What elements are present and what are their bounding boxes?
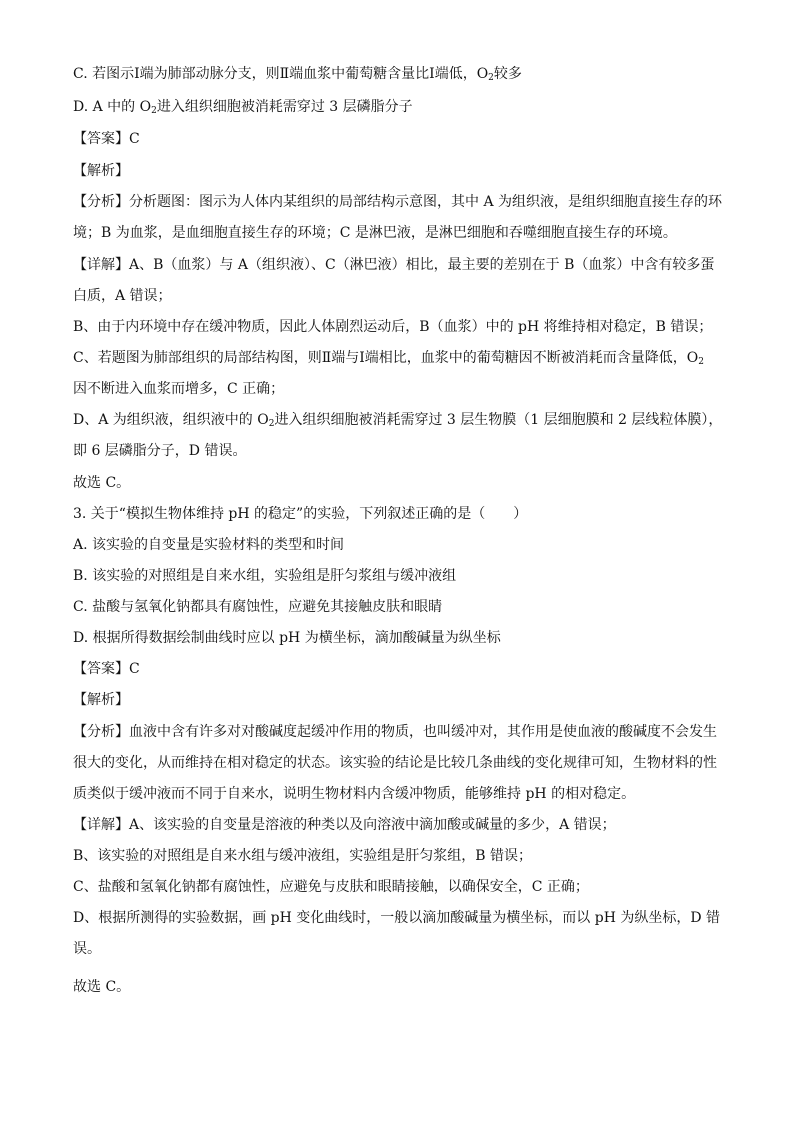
- analysis-text-line: 【分析】血液中含有许多对对酸碱度起缓冲作用的物质，也叫缓冲对，其作用是使血液的酸碱度不会发生: [73, 724, 717, 740]
- analysis-label: 【解析】: [73, 163, 129, 179]
- detail-text-line: C、若题图为肺部组织的局部结构图，则Ⅱ端与Ⅰ端相比，血浆中的葡萄糖因不断被消耗而含量降低，$O_2$: [73, 350, 704, 367]
- detail-text-line: 即 6 层磷脂分子，D 错误。: [73, 443, 247, 459]
- conclusion-line: 故选 C。: [73, 979, 131, 995]
- detail-text-line: 因不断进入血浆而增多，C 正确；: [73, 381, 285, 397]
- analysis-text-line: 质类似于缓冲液而不同于自来水，说明生物材料内含缓冲物质，能够维持 pH 的相对稳定。: [73, 786, 636, 802]
- analysis-text-line: 境；B 为血浆，是血细胞直接生存的环境；C 是淋巴液，是淋巴细胞和吞噬细胞直接生存的环境。: [73, 225, 677, 241]
- question-3-option-c: C. 盐酸与氢氧化钠都具有腐蚀性，应避免其接触皮肤和眼睛: [73, 599, 443, 615]
- detail-text-line: 【详解】A、该实验的自变量是溶液的种类以及向溶液中滴加酸或碱量的多少，A 错误；: [73, 817, 616, 833]
- question-3-option-d: D. 根据所得数据绘制曲线时应以 pH 为横坐标，滴加酸碱量为纵坐标: [73, 630, 501, 646]
- question-3-option-b: B. 该实验的对照组是自来水组，实验组是肝匀浆组与缓冲液组: [73, 568, 457, 584]
- analysis-label: 【解析】: [73, 692, 129, 708]
- detail-text-line: B、该实验的对照组是自来水组与缓冲液组，实验组是肝匀浆组，B 错误；: [73, 848, 533, 864]
- answer-label: 【答案】C: [73, 131, 140, 147]
- detail-text-line: B、由于内环境中存在缓冲物质，因此人体剧烈运动后，B（血浆）中的 pH 将维持相对稳定，B 错误；: [73, 319, 713, 335]
- conclusion-line: 故选 C。: [73, 475, 131, 491]
- detail-text-line: D、A 为组织液，组织液中的 $O_2$进入组织细胞被消耗需穿过 3 层生物膜（1 层细胞膜和 2 层线粒体膜），: [73, 412, 723, 429]
- detail-text-line: 【详解】A、B（血浆）与 A（组织液）、C（淋巴液）相比，最主要的差别在于 B（血浆）中含有较多蛋: [73, 257, 715, 273]
- option-c-line: C. 若图示Ⅰ端为肺部动脉分支，则Ⅱ端血浆中葡萄糖含量比Ⅰ端低，$O_2$较多: [73, 66, 522, 83]
- detail-text-line: 白质，A 错误；: [73, 288, 172, 304]
- analysis-text-line: 【分析】分析题图：图示为人体内某组织的局部结构示意图，其中 A 为组织液，是组织细胞直接生存的环: [73, 194, 723, 210]
- option-d-line: D. A 中的 $O_2$进入组织细胞被消耗需穿过 3 层磷脂分子: [73, 99, 413, 116]
- question-3-stem: 3. 关于“模拟生物体维持 pH 的稳定”的实验，下列叙述正确的是（ ）: [73, 506, 528, 522]
- detail-text-line: 误。: [73, 941, 101, 957]
- detail-text-line: C、盐酸和氢氧化钠都有腐蚀性，应避免与皮肤和眼睛接触，以确保安全，C 正确；: [73, 879, 589, 895]
- question-3-option-a: A. 该实验的自变量是实验材料的类型和时间: [73, 537, 345, 553]
- answer-label: 【答案】C: [73, 661, 140, 677]
- detail-text-line: D、根据所测得的实验数据，画 pH 变化曲线时，一般以滴加酸碱量为横坐标，而以 pH 为纵坐标，D 错: [73, 910, 721, 926]
- analysis-text-line: 很大的变化，从而维持在相对稳定的状态。该实验的结论是比较几条曲线的变化规律可知，生物材料的性: [73, 755, 717, 771]
